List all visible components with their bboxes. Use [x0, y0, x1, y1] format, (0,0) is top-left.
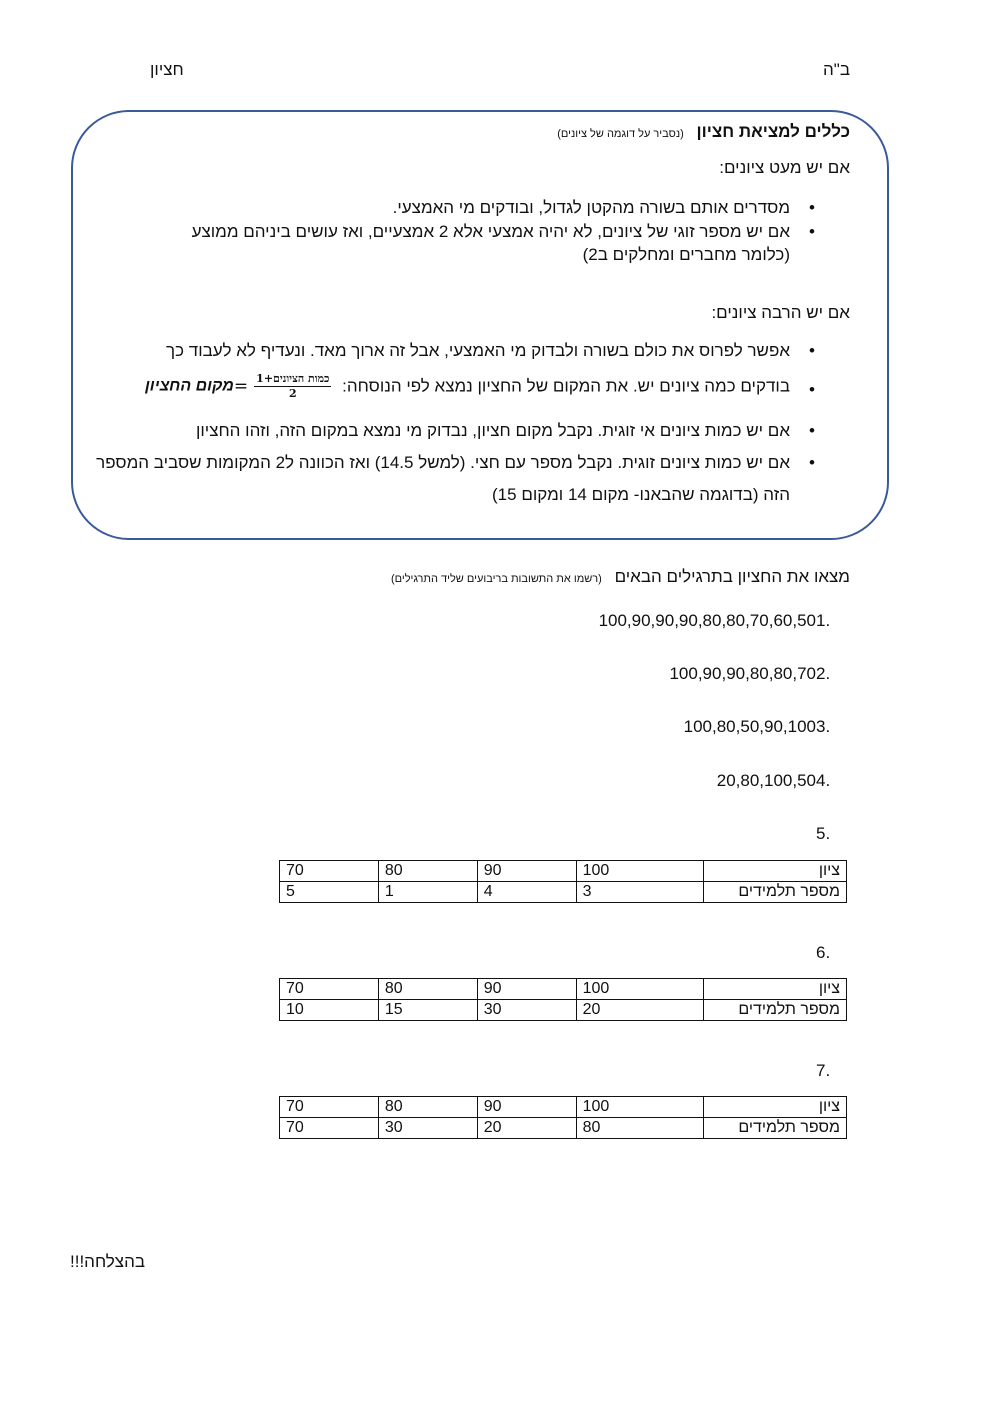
count-cell: 70 — [280, 1118, 379, 1139]
count-cell: 30 — [477, 1000, 576, 1021]
formula-numerator: כמות הציונים+1 — [256, 372, 330, 385]
header-topic: חציון — [150, 60, 184, 79]
grade-cell: 80 — [378, 979, 477, 1000]
bullet-dot: • — [809, 453, 815, 472]
formula-denominator: 2 — [288, 387, 297, 400]
exercise-1-values: 100,90,90,90,80,80,70,60,50 — [598, 611, 816, 630]
grade-cell: 90 — [477, 979, 576, 1000]
count-cell: 5 — [280, 882, 379, 903]
rules-title-note: (נסביר על דוגמה של ציונים) — [557, 128, 684, 140]
few-grades-heading: אם יש מעט ציונים: — [719, 158, 850, 177]
exercise-6-number: 6. — [816, 943, 831, 962]
row-label-grade: ציון — [704, 1097, 847, 1118]
row-label-students: מספר תלמידים — [704, 1118, 847, 1139]
exercise-2 — [669, 664, 831, 684]
table-row — [280, 979, 847, 1000]
many-bullet-4 — [96, 453, 815, 473]
grade-cell: 70 — [280, 979, 379, 1000]
row-label-grade: ציון — [704, 861, 847, 882]
many-bullet-1 — [166, 341, 815, 361]
few-bullet-2-cont: (כלומר מחברים ומחלקים ב2) — [582, 245, 790, 264]
many-grades-heading: אם יש הרבה ציונים: — [711, 303, 850, 322]
exercise-5-number: 5. — [816, 824, 831, 843]
grade-cell: 70 — [280, 861, 379, 882]
exercise-6-table — [279, 978, 847, 1021]
median-position-formula — [254, 372, 331, 401]
grade-cell: 90 — [477, 861, 576, 882]
good-luck-text: בהצלחה!!! — [70, 1252, 146, 1271]
exercise-4-values: 20,80,100,50 — [716, 771, 816, 790]
exercise-2-values: 100,90,90,80,80,70 — [669, 664, 816, 683]
row-label-grade: ציון — [704, 979, 847, 1000]
grade-cell: 100 — [576, 861, 703, 882]
formula-equals: = — [233, 376, 249, 397]
exercise-3-number: 3. — [816, 717, 831, 736]
table-row — [280, 1118, 847, 1139]
count-cell: 1 — [378, 882, 477, 903]
count-cell: 15 — [378, 1000, 477, 1021]
row-label-students: מספר תלמידים — [704, 1000, 847, 1021]
few-bullet-2-text: אם יש מספר זוגי של ציונים, לא יהיה אמצעי אלא 2 אמצעיים, ואז עושים ביניהם ממוצע — [191, 222, 790, 241]
count-cell: 30 — [378, 1118, 477, 1139]
exercises-heading: מצאו את החציון בתרגילים הבאים — [614, 567, 850, 586]
exercise-7-number: 7. — [816, 1061, 831, 1080]
many-bullet-1-text: אפשר לפרוס את כולם בשורה ולבדוק מי האמצעי, אבל זה ארוך מאד. ונעדיף לא לעבוד כך — [166, 341, 790, 360]
grade-cell: 70 — [280, 1097, 379, 1118]
many-bullet-2-text: בודקים כמה ציונים יש. את המקום של החציון נמצא לפי הנוסחה: — [342, 376, 790, 396]
count-cell: 20 — [477, 1118, 576, 1139]
header-bh: ב"ה — [823, 60, 850, 79]
few-bullet-1-text: מסדרים אותם בשורה מהקטן לגדול, ובודקים מי האמצעי. — [392, 198, 790, 217]
exercise-4-number: 4. — [816, 771, 831, 790]
rules-title: כללים למציאת חציון — [696, 122, 850, 141]
bullet-dot: • — [809, 421, 815, 440]
grade-cell: 90 — [477, 1097, 576, 1118]
grade-cell: 80 — [378, 861, 477, 882]
grade-cell: 80 — [378, 1097, 477, 1118]
few-bullet-1 — [392, 198, 815, 218]
row-label-students: מספר תלמידים — [704, 882, 847, 903]
count-cell: 3 — [576, 882, 703, 903]
table-row — [280, 882, 847, 903]
many-bullet-4-cont: הזה (בדוגמה שהבאנו- מקום 14 ומקום 15) — [492, 485, 790, 504]
rules-title-line — [557, 122, 850, 142]
many-bullet-2 — [144, 372, 815, 401]
exercise-5-table — [279, 860, 847, 903]
many-bullet-3 — [195, 421, 815, 441]
table-row — [280, 861, 847, 882]
table-row — [280, 1000, 847, 1021]
count-cell: 80 — [576, 1118, 703, 1139]
count-cell: 20 — [576, 1000, 703, 1021]
exercise-1 — [598, 611, 831, 631]
formula-label: מקום החציון — [144, 377, 234, 395]
table-row — [280, 1097, 847, 1118]
many-bullet-4-text: אם יש כמות ציונים זוגית. נקבל מספר עם חצי. (למשל 14.5) ואז הכוונה ל2 המקומות שסביב המספר — [96, 453, 790, 472]
many-bullet-3-text: אם יש כמות ציונים אי זוגית. נקבל מקום חציון, נבדוק מי נמצא במקום הזה, וזהו החציון — [195, 421, 790, 440]
bullet-dot: • — [809, 222, 815, 241]
bullet-dot: • — [809, 380, 815, 399]
few-bullet-2 — [191, 222, 815, 242]
count-cell: 4 — [477, 882, 576, 903]
exercise-4 — [716, 771, 831, 791]
exercise-2-number: 2. — [816, 664, 831, 683]
exercise-3-values: 100,80,50,90,100 — [683, 717, 816, 736]
grade-cell: 100 — [576, 1097, 703, 1118]
exercises-heading-line — [391, 567, 850, 587]
grade-cell: 100 — [576, 979, 703, 1000]
bullet-dot: • — [809, 198, 815, 217]
exercise-3 — [683, 717, 831, 737]
exercise-7-table — [279, 1096, 847, 1139]
exercise-1-number: 1. — [816, 611, 831, 630]
exercises-heading-note: (רשמו את התשובות בריבועים שליד התרגילים) — [390, 573, 602, 585]
count-cell: 10 — [280, 1000, 379, 1021]
bullet-dot: • — [809, 341, 815, 360]
